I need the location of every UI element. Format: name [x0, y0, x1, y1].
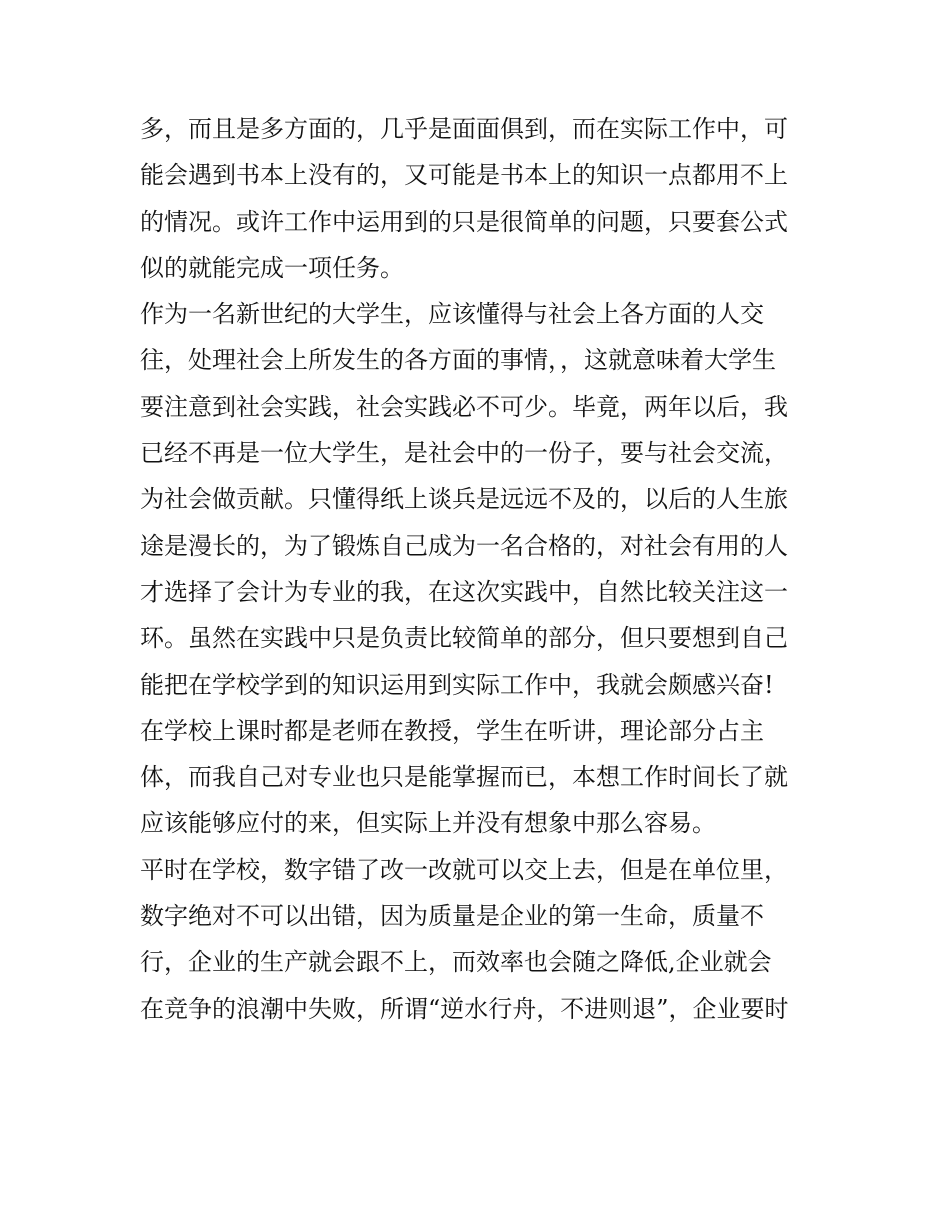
text-line: 在学校上课时都是老师在教授，学生在听讲，理论部分占主	[140, 716, 764, 745]
text-line: 要注意到社会实践，社会实践必不可少。毕竟，两年以后，我	[140, 392, 788, 421]
text-line: 已经不再是一位大学生，是社会中的一份子，要与社会交流，	[140, 439, 788, 468]
text-line: 才选择了会计为专业的我，在这次实践中，自然比较关注这一	[140, 577, 788, 606]
text-line: 环。虽然在实践中只是负责比较简单的部分，但只要想到自己	[140, 624, 788, 653]
text-line: 的情况。或许工作中运用到的只是很简单的问题，只要套公式	[140, 207, 788, 236]
text-line: 在竞争的浪潮中失败，所谓“逆水行舟，不进则退”，企业要时	[140, 994, 789, 1023]
text-line: 数字绝对不可以出错，因为质量是企业的第一生命，质量不	[140, 902, 764, 931]
text-line: 体，而我自己对专业也只是能掌握而已，本想工作时间长了就	[140, 763, 788, 792]
body-text	[140, 106, 820, 1032]
text-line: 往，处理社会上所发生的各方面的事情，，这就意味着大学生	[140, 346, 776, 375]
text-line: 多，而且是多方面的，几乎是面面俱到，而在实际工作中，可	[140, 115, 788, 143]
text-line: 途是漫长的，为了锻炼自己成为一名合格的，对社会有用的人	[140, 531, 788, 560]
text-line: 行，企业的生产就会跟不上，而效率也会随之降低,企业就会	[140, 948, 772, 977]
text-line: 作为一名新世纪的大学生，应该懂得与社会上各方面的人交	[140, 300, 764, 329]
text-line: 能把在学校学到的知识运用到实际工作中，我就会颇感兴奋!	[140, 670, 774, 699]
text-line: 应该能够应付的来，但实际上并没有想象中那么容易。	[140, 809, 716, 838]
text-line: 为社会做贡献。只懂得纸上谈兵是远远不及的，以后的人生旅	[140, 485, 788, 514]
text-line: 似的就能完成一项任务。	[140, 253, 404, 282]
text-line: 平时在学校，数字错了改一改就可以交上去，但是在单位里，	[140, 855, 788, 884]
text-line: 能会遇到书本上没有的，又可能是书本上的知识一点都用不上	[140, 161, 788, 190]
